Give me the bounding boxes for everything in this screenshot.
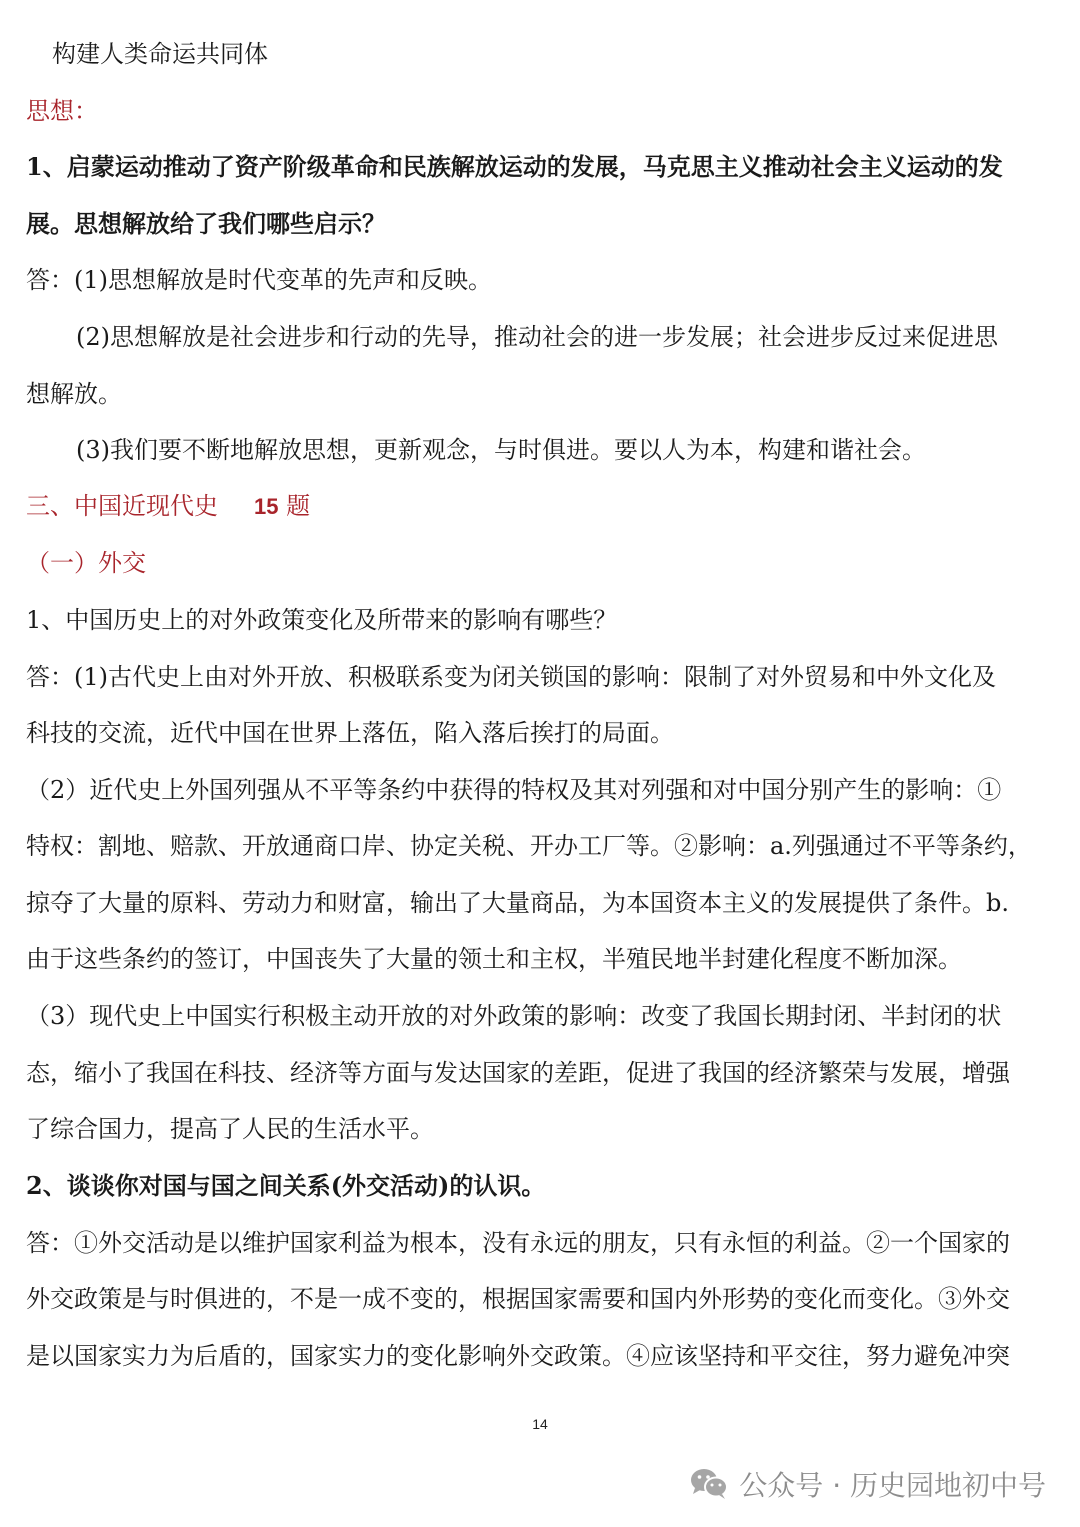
- question-1-line-2: 展。思想解放给了我们哪些启示？: [26, 209, 386, 238]
- answer-1-point-3: (3)我们要不断地解放思想，更新观念，与时俱进。要以人为本，构建和谐社会。: [76, 436, 926, 464]
- diplomacy-answer-2-line-2: 外交政策是与时俱进的，不是一成不变的，根据国家需要和国内外形势的变化而变化。③外交: [26, 1285, 1010, 1313]
- watermark: [689, 1464, 1046, 1504]
- answer-1-point-1: 答：(1)思想解放是时代变革的先声和反映。: [26, 266, 492, 294]
- diplomacy-question-1: 1、中国历史上的对外政策变化及所带来的影响有哪些？: [26, 606, 618, 634]
- diplomacy-answer-1-line-8: 态，缩小了我国在科技、经济等方面与发达国家的差距，促进了我国的经济繁荣与发展，增强: [26, 1059, 1010, 1087]
- answer-1-point-2-line-2: 想解放。: [26, 380, 122, 408]
- diplomacy-answer-1-line-2: 科技的交流，近代中国在世界上落伍，陷入落后挨打的局面。: [26, 719, 674, 747]
- question-1-line-1: 1、启蒙运动推动了资产阶级革命和民族解放运动的发展，马克思主义推动社会主义运动的发: [26, 152, 1003, 181]
- section-heading-thought: 思想：: [26, 97, 98, 125]
- wechat-icon: [689, 1467, 729, 1501]
- chapter-title: 三、中国近现代史: [26, 492, 218, 520]
- diplomacy-answer-1-line-5: 掠夺了大量的原料、劳动力和财富，输出了大量商品，为本国资本主义的发展提供了条件。b.: [26, 889, 1009, 917]
- diplomacy-answer-1-line-1: 答：(1)古代史上由对外开放、积极联系变为闭关锁国的影响：限制了对外贸易和中外文化及: [26, 663, 996, 691]
- chapter-heading-modern-history: [26, 490, 1056, 523]
- subsection-heading-diplomacy: （一）外交: [26, 549, 146, 577]
- diplomacy-question-2: 2、谈谈你对国与国之间关系(外交活动)的认识。: [26, 1171, 546, 1200]
- watermark-text: 公众号 · 历史园地初中号: [739, 1469, 1046, 1502]
- continued-answer-line: 构建人类命运共同体: [52, 40, 268, 68]
- answer-1-point-2-line-1: (2)思想解放是社会进步和行动的先导，推动社会的进一步发展；社会进步反过来促进思: [76, 323, 998, 351]
- diplomacy-answer-1-line-7: （3）现代史上中国实行积极主动开放的对外政策的影响：改变了我国长期封闭、半封闭的状: [26, 1002, 1002, 1030]
- page-number: 14: [532, 1416, 548, 1432]
- diplomacy-answer-1-line-4: 特权：割地、赔款、开放通商口岸、协定关税、开办工厂等。②影响：a.列强通过不平等条约，: [26, 832, 1032, 860]
- question-count-unit: 题: [286, 492, 311, 520]
- diplomacy-answer-1-line-6: 由于这些条约的签订，中国丧失了大量的领土和主权，半殖民地半封建化程度不断加深。: [26, 945, 962, 973]
- diplomacy-answer-2-line-3: 是以国家实力为后盾的，国家实力的变化影响外交政策。④应该坚持和平交往，努力避免冲突: [26, 1342, 1010, 1370]
- question-count: 15: [254, 494, 279, 519]
- diplomacy-answer-2-line-1: 答：①外交活动是以维护国家利益为根本，没有永远的朋友，只有永恒的利益。②一个国家的: [26, 1229, 1010, 1257]
- diplomacy-answer-1-line-9: 了综合国力，提高了人民的生活水平。: [26, 1115, 434, 1143]
- diplomacy-answer-1-line-3: （2）近代史上外国列强从不平等条约中获得的特权及其对列强和对中国分别产生的影响：①: [26, 776, 1002, 804]
